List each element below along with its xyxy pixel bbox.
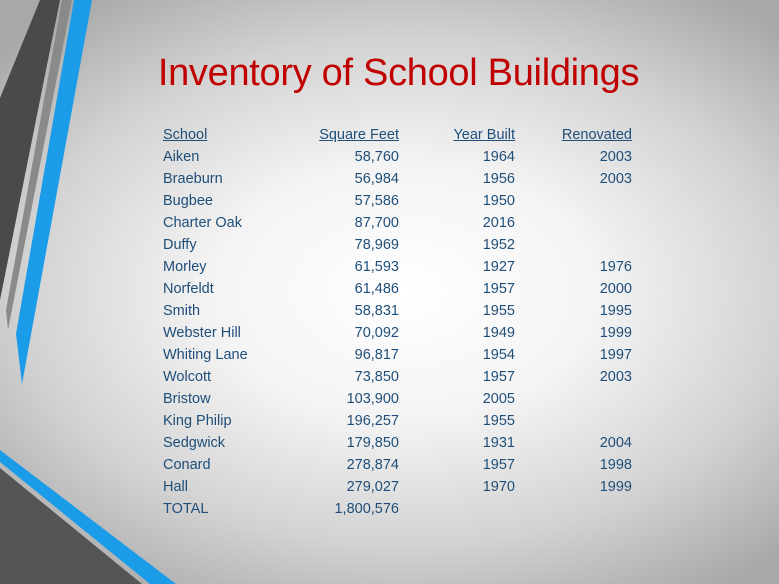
stripe-dark-bottom	[0, 468, 142, 584]
table-row	[161, 168, 632, 190]
cell-year-built: 1957	[482, 281, 515, 297]
cell-school: Wolcott	[163, 369, 212, 385]
cell-school: Braeburn	[163, 171, 223, 187]
cell-school: Smith	[163, 303, 201, 319]
cell-school: Webster Hill	[163, 325, 241, 341]
cell-renovated: 2003	[599, 149, 632, 165]
cell-school: Whiting Lane	[163, 347, 248, 363]
table-row	[161, 212, 632, 234]
cell-school: Bristow	[163, 391, 211, 407]
cell-renovated: 1999	[599, 479, 632, 495]
table-row	[161, 256, 632, 278]
cell-year-built	[399, 498, 515, 520]
cell-year-built: 1952	[482, 237, 515, 253]
cell-renovated	[515, 498, 632, 520]
cell-square-feet: 73,850	[354, 369, 399, 385]
cell-square-feet: 1,800,576	[334, 501, 399, 517]
cell-school: Duffy	[163, 237, 197, 253]
cell-renovated: 1976	[599, 259, 632, 275]
cell-year-built: 2005	[482, 391, 515, 407]
table-row	[161, 498, 632, 520]
table-row	[161, 366, 632, 388]
table-row	[161, 146, 632, 168]
cell-renovated: 1995	[599, 303, 632, 319]
cell-renovated: 2003	[599, 369, 632, 385]
cell-square-feet: 57,586	[354, 193, 399, 209]
cell-year-built: 1950	[482, 193, 515, 209]
table-row	[161, 388, 632, 410]
cell-square-feet: 61,486	[354, 281, 399, 297]
cell-square-feet: 179,850	[346, 435, 399, 451]
cell-school: Conard	[163, 457, 211, 473]
table-row	[161, 278, 632, 300]
cell-square-feet: 103,900	[346, 391, 399, 407]
cell-year-built: 1931	[482, 435, 515, 451]
cell-school: King Philip	[163, 413, 232, 429]
cell-renovated: 2004	[599, 435, 632, 451]
table-row	[161, 190, 632, 212]
cell-school: Hall	[163, 479, 188, 495]
cell-year-built: 1954	[482, 347, 515, 363]
page-title: Inventory of School Buildings	[157, 52, 640, 94]
cell-square-feet: 70,092	[354, 325, 399, 341]
cell-school: Charter Oak	[163, 215, 242, 231]
cell-square-feet: 87,700	[354, 215, 399, 231]
cell-renovated	[515, 234, 632, 256]
cell-year-built: 2016	[482, 215, 515, 231]
header-square-feet: Square Feet	[319, 127, 399, 143]
table-row	[161, 300, 632, 322]
cell-school: Bugbee	[163, 193, 213, 209]
table-row	[161, 410, 632, 432]
table-row	[161, 234, 632, 256]
table-header-row	[161, 124, 632, 146]
cell-square-feet: 196,257	[346, 413, 399, 429]
cell-renovated: 1998	[599, 457, 632, 473]
cell-renovated: 1999	[599, 325, 632, 341]
table-row	[161, 432, 632, 454]
inventory-table	[161, 124, 632, 520]
cell-square-feet: 58,831	[354, 303, 399, 319]
header-year-built: Year Built	[453, 127, 515, 143]
cell-renovated: 1997	[599, 347, 632, 363]
cell-square-feet: 279,027	[346, 479, 399, 495]
cell-year-built: 1927	[482, 259, 515, 275]
cell-year-built: 1970	[482, 479, 515, 495]
cell-school: Aiken	[163, 149, 200, 165]
cell-year-built: 1957	[482, 369, 515, 385]
cell-renovated	[515, 212, 632, 234]
cell-school: Norfeldt	[163, 281, 214, 297]
cell-year-built: 1957	[482, 457, 515, 473]
cell-year-built: 1955	[482, 413, 515, 429]
cell-year-built: 1949	[482, 325, 515, 341]
cell-school: Morley	[163, 259, 207, 275]
cell-square-feet: 96,817	[354, 347, 399, 363]
cell-square-feet: 278,874	[346, 457, 399, 473]
table-row	[161, 322, 632, 344]
cell-year-built: 1956	[482, 171, 515, 187]
cell-renovated	[515, 388, 632, 410]
cell-year-built: 1964	[482, 149, 515, 165]
cell-year-built: 1955	[482, 303, 515, 319]
cell-square-feet: 56,984	[354, 171, 399, 187]
table-row	[161, 344, 632, 366]
cell-square-feet: 58,760	[354, 149, 399, 165]
cell-renovated: 2000	[599, 281, 632, 297]
cell-renovated: 2003	[599, 171, 632, 187]
table-row	[161, 454, 632, 476]
cell-school: Sedgwick	[163, 435, 226, 451]
cell-square-feet: 61,593	[354, 259, 399, 275]
cell-school: TOTAL	[163, 501, 209, 517]
cell-renovated	[515, 190, 632, 212]
cell-square-feet: 78,969	[354, 237, 399, 253]
table-row	[161, 476, 632, 498]
header-renovated: Renovated	[561, 127, 632, 143]
cell-renovated	[515, 410, 632, 432]
header-school: School	[163, 127, 208, 143]
